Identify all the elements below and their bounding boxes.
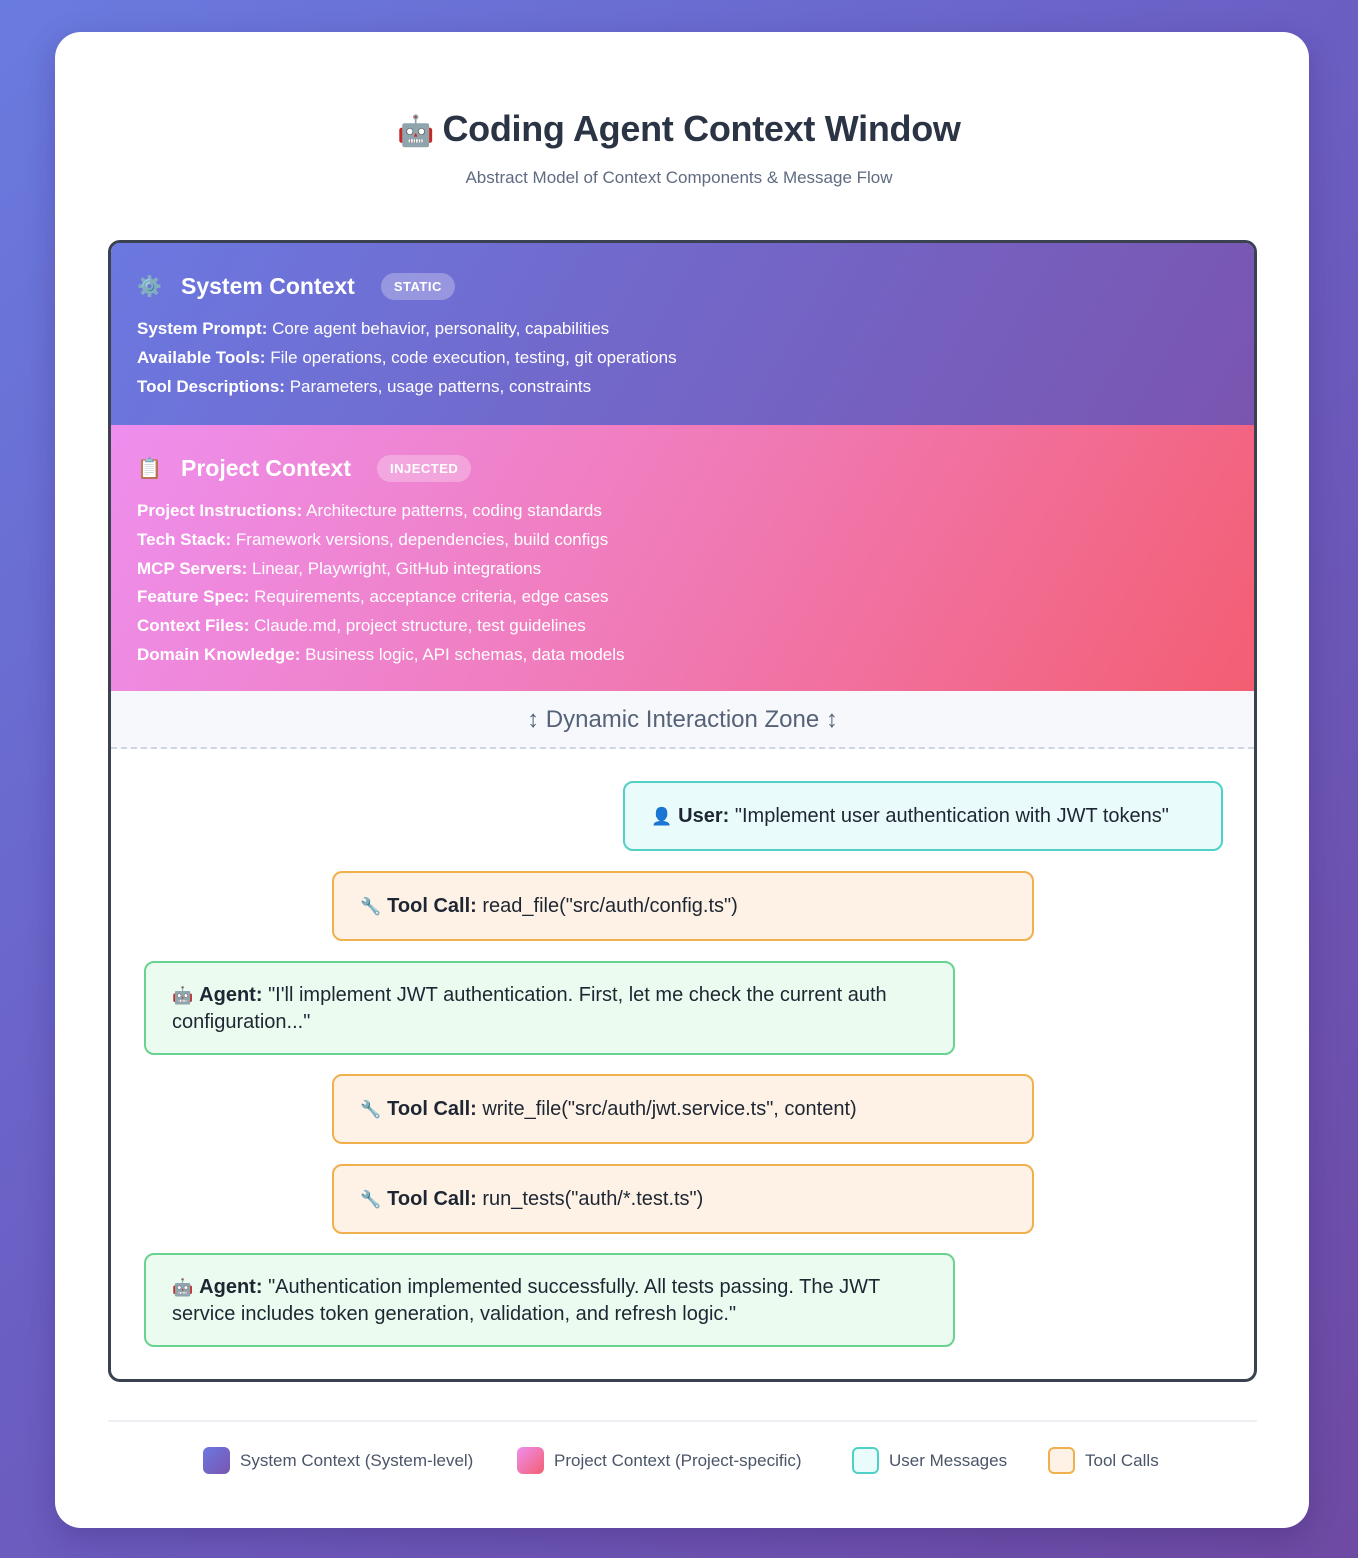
- system-context-section: [111, 243, 1254, 425]
- system-context-item: Tool Descriptions: Parameters, usage patterns, constraints: [137, 376, 592, 396]
- legend-item-system-context: [203, 1447, 473, 1474]
- legend-swatch-tool: [1048, 1447, 1075, 1474]
- gear-icon: ⚙️: [137, 275, 162, 298]
- project-context-item: Context Files: Claude.md, project structure, test guidelines: [137, 616, 586, 636]
- legend-swatch-user: [852, 1447, 879, 1474]
- legend-label: Project Context (Project-specific): [554, 1450, 802, 1470]
- injected-badge: INJECTED: [377, 455, 471, 482]
- project-context-item: Project Instructions: Architecture patterns, coding standards: [137, 501, 602, 520]
- context-window-frame: [108, 240, 1257, 1382]
- wrench-icon: 🔧: [360, 896, 382, 916]
- dynamic-interaction-zone-header: ↕ Dynamic Interaction Zone ↕: [111, 691, 1254, 749]
- project-context-item: Tech Stack: Framework versions, dependencies, build configs: [137, 529, 609, 549]
- clipboard-icon: 📋: [137, 457, 162, 480]
- static-badge: STATIC: [381, 273, 455, 300]
- legend-item-project-context: [517, 1447, 802, 1474]
- system-context-title: System Context: [181, 272, 355, 299]
- legend-label: User Messages: [889, 1450, 1008, 1470]
- robot-icon: 🤖: [172, 1277, 194, 1297]
- legend-divider: [108, 1420, 1257, 1422]
- tool-call-message: 🔧 Tool Call: write_file("src/auth/jwt.service.ts", content): [332, 1074, 1034, 1144]
- project-context-section: [111, 425, 1254, 691]
- agent-message: 🤖 Agent: "I'll implement JWT authentication. First, let me check the current auth configuration...": [144, 961, 955, 1055]
- project-context-item: Feature Spec: Requirements, acceptance criteria, edge cases: [137, 587, 609, 607]
- wrench-icon: 🔧: [360, 1099, 382, 1119]
- legend-label: Tool Calls: [1085, 1450, 1159, 1470]
- page-title: [0, 108, 1358, 150]
- robot-icon: 🤖: [172, 985, 194, 1005]
- project-context-item: Domain Knowledge: Business logic, API schemas, data models: [137, 644, 625, 664]
- legend-label: System Context (System-level): [240, 1450, 474, 1470]
- legend-item-tool-calls: [1048, 1447, 1159, 1474]
- tool-call-message: 🔧 Tool Call: read_file("src/auth/config.ts"): [332, 871, 1034, 941]
- user-icon: 👤: [651, 806, 673, 826]
- system-context-item: Available Tools: File operations, code execution, testing, git operations: [137, 347, 677, 367]
- robot-icon: 🤖: [397, 115, 435, 148]
- legend-swatch-project: [517, 1447, 544, 1474]
- wrench-icon: 🔧: [360, 1189, 382, 1209]
- tool-call-message: 🔧 Tool Call: run_tests("auth/*.test.ts"): [332, 1164, 1034, 1234]
- page-subtitle: Abstract Model of Context Components & Message Flow: [465, 168, 893, 187]
- project-context-item: MCP Servers: Linear, Playwright, GitHub integrations: [137, 558, 542, 578]
- project-context-title: Project Context: [181, 454, 351, 481]
- legend-swatch-system: [203, 1447, 230, 1474]
- user-message: 👤 User: "Implement user authentication with JWT tokens": [623, 781, 1223, 851]
- system-context-item: System Prompt: Core agent behavior, personality, capabilities: [137, 319, 610, 338]
- page-title-text: Coding Agent Context Window: [442, 108, 961, 149]
- agent-message: 🤖 Agent: "Authentication implemented successfully. All tests passing. The JWT service includes token generation, validation, and refresh logic.": [144, 1253, 955, 1347]
- legend-item-user-messages: [852, 1447, 1007, 1474]
